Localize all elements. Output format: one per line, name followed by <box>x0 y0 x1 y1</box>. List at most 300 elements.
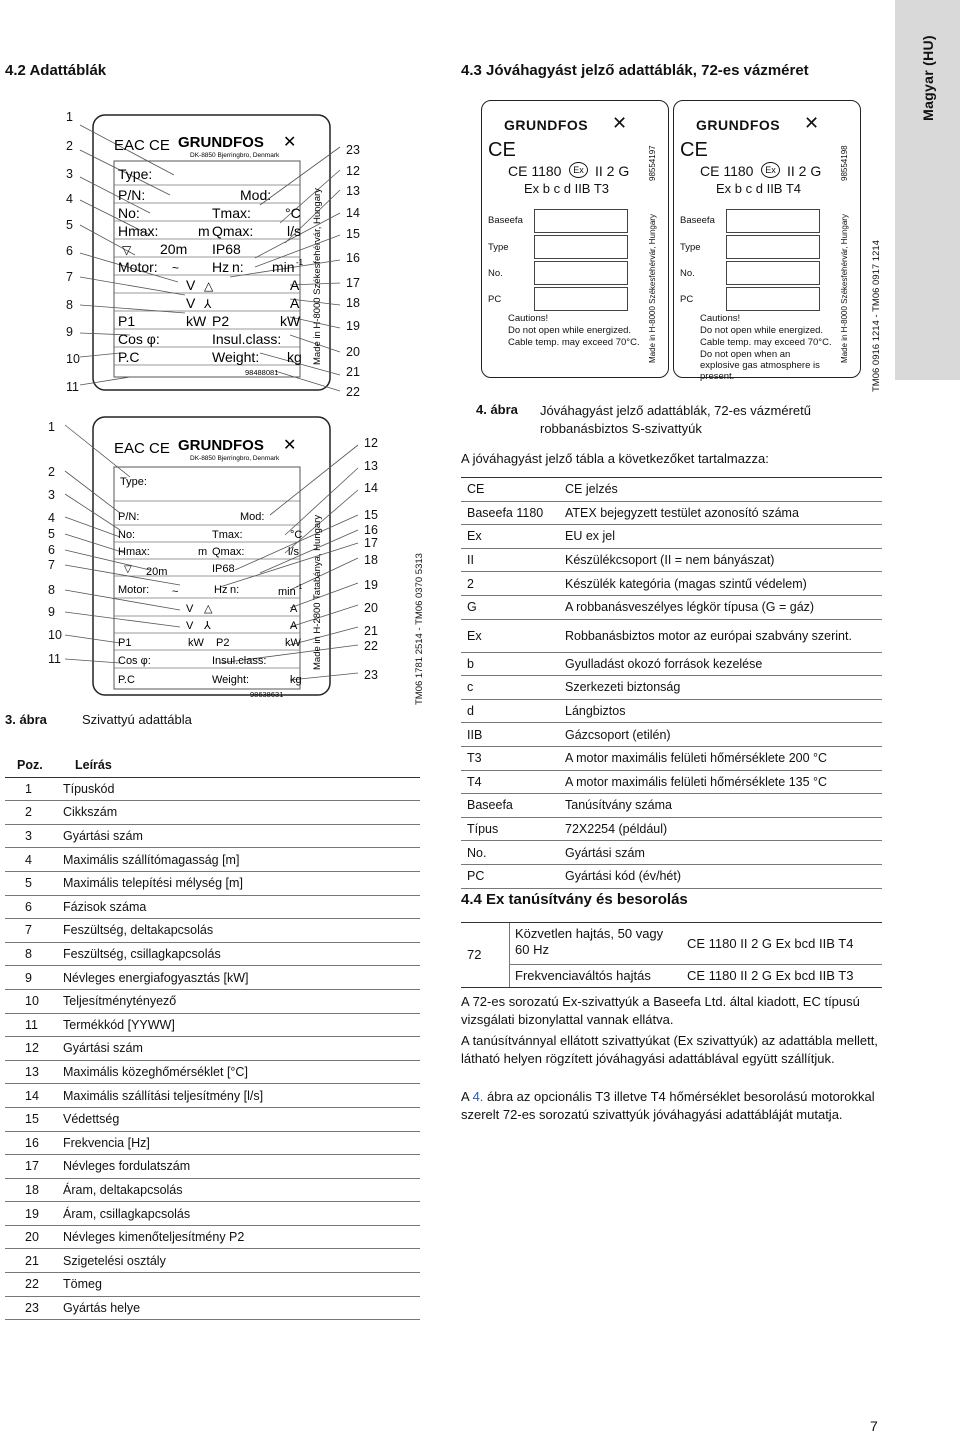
legend-pos: 20 <box>25 1230 39 1245</box>
approval-desc: CE jelzés <box>565 482 618 497</box>
legend-pos: 2 <box>25 805 32 820</box>
depth-icon: ▽ <box>124 564 132 575</box>
approval-desc: EU ex jel <box>565 529 616 544</box>
ex-type: Type <box>488 242 509 253</box>
svg-text:Mod:: Mod: <box>240 511 265 523</box>
svg-text:Qmax:: Qmax: <box>212 546 245 558</box>
plate1-right-number: 16 <box>346 251 360 265</box>
made-in: Made in H-8000 Székesfehérvár, Hungary <box>312 188 323 365</box>
approval-row <box>461 525 882 549</box>
svg-text:IP68: IP68 <box>212 563 235 575</box>
legend-pos: 23 <box>25 1300 39 1315</box>
legend-pos: 15 <box>25 1112 39 1127</box>
plate1-right-number: 13 <box>346 184 360 198</box>
plate1-left-number: 4 <box>66 192 73 206</box>
fig3-label: 3. ábra <box>5 712 47 727</box>
legend-desc: Névleges kimenőteljesítmény P2 <box>63 1230 245 1245</box>
plate2-right-number: 12 <box>364 436 378 450</box>
approval-desc: A motor maximális felületi hőmérséklete 200 °C <box>565 751 828 766</box>
field-p2: P2 <box>212 313 230 329</box>
approval-code: Típus <box>467 822 499 837</box>
plate2-right-number: 16 <box>364 523 378 537</box>
svg-text:V: V <box>186 620 194 632</box>
plate2-right-number: 14 <box>364 481 378 495</box>
approval-desc: Gyulladást okozó források kezelése <box>565 656 763 671</box>
ex-baseefa: Baseefa <box>488 215 523 226</box>
ce-mark: C​E <box>680 139 708 161</box>
legend-desc: Maximális közeghőmérséklet [°C] <box>63 1065 248 1080</box>
plate2-right-number: 20 <box>364 601 378 615</box>
approval-code: b <box>467 656 474 671</box>
field-a-star: A <box>290 295 300 311</box>
approval-desc: 72X2254 (például) <box>565 822 668 837</box>
pump-plate-1 <box>0 95 400 415</box>
plate1-right-number: 18 <box>346 296 360 310</box>
legend-row <box>5 966 420 990</box>
approval-desc: Gyártási kód (év/hét) <box>565 869 682 884</box>
plate1-right-number: 19 <box>346 319 360 333</box>
ex-pc: PC <box>488 294 502 305</box>
legend-desc: Áram, csillagkapcsolás <box>63 1206 191 1221</box>
legend-pos: 1 <box>25 781 32 796</box>
legend-pos: 8 <box>25 947 32 962</box>
field-minus1: -1 <box>296 258 304 267</box>
ex-caution-1: Do not open while energized. <box>508 325 632 336</box>
ex-hexagon-icon: Ex <box>761 162 780 178</box>
legend-row <box>5 1155 420 1179</box>
plate1-left-number: 7 <box>66 270 73 284</box>
svg-text:No:: No: <box>118 529 136 541</box>
language-label: Magyar (HU) <box>919 35 936 121</box>
plate1-right-number: 20 <box>346 345 360 359</box>
approval-row <box>461 747 882 771</box>
svg-text:V: V <box>186 603 194 615</box>
approval-desc: Robbanásbiztos motor az európai szabvány szerint. <box>565 628 852 643</box>
approval-desc: Gyártási szám <box>565 845 645 860</box>
legend-row <box>5 896 420 920</box>
legend-desc: Feszültség, deltakapcsolás <box>63 923 214 938</box>
plate1-right-number: 21 <box>346 365 360 379</box>
approval-code: T4 <box>467 774 482 789</box>
plate2-left-number: 9 <box>48 605 55 619</box>
plate1-left-number: 3 <box>66 167 73 181</box>
fig3-caption: Szivattyú adattábla <box>82 712 192 727</box>
svg-text:kW: kW <box>285 637 301 649</box>
svg-text:n:: n: <box>230 584 240 596</box>
approval-row <box>461 700 882 724</box>
brand-2: GRUNDFOS <box>178 437 264 454</box>
plate2-right-number: 13 <box>364 459 378 473</box>
approval-code: 2 <box>467 576 474 591</box>
legend-row <box>5 1179 420 1203</box>
approval-row <box>461 865 882 889</box>
ex-cautions: Cautions! <box>508 313 549 324</box>
plate2-left-number: 2 <box>48 465 55 479</box>
approval-desc: Készülékcsoport (II = nem bányászat) <box>565 553 775 568</box>
approval-desc: ATEX bejegyzett testület azonosító száma <box>565 505 799 520</box>
field-no: No: <box>118 205 140 221</box>
address: DK-8850 Bjerringbro, Denmark <box>190 152 280 159</box>
legend-desc: Maximális telepítési mélység [m] <box>63 876 243 891</box>
plate2-right-number: 18 <box>364 553 378 567</box>
legend-row <box>5 990 420 1014</box>
approval-code: Baseefa <box>467 798 513 813</box>
plate1-left-number: 11 <box>66 380 79 394</box>
approval-row <box>461 572 882 596</box>
field-motor: Motor: <box>118 259 158 275</box>
plate1-left-number: 8 <box>66 298 73 312</box>
approval-code: Baseefa 1180 <box>467 505 544 520</box>
ex-code: 98554198 <box>840 145 849 181</box>
ex-ce: CE 1180 <box>700 163 754 179</box>
svg-text:Hmax:: Hmax: <box>118 546 150 558</box>
svg-text:EAC CE: EAC CE <box>114 440 170 457</box>
ce-mark: C​E <box>488 139 516 161</box>
legend-pos: 10 <box>25 994 39 1009</box>
ex-brand: GRUNDFOS <box>696 117 781 133</box>
paragraph-3: A 4. ábra az opcionális T3 illetve T4 hőmérséklet besorolású motorokkal szerelt 72-es sorozatú szivattyúk jóváhagyási adattábláját mutatja. <box>461 1089 875 1122</box>
plate1-left-number: 5 <box>66 218 73 232</box>
legend-pos: 3 <box>25 829 32 844</box>
fig4-tm: TM06 0916 1214 - TM06 0917 1214 <box>871 240 882 392</box>
plate2-right-number: 15 <box>364 508 378 522</box>
field-n: n: <box>232 259 244 275</box>
svg-text:Motor:: Motor: <box>118 584 150 596</box>
approval-code: CE <box>467 482 485 497</box>
svg-text:P2: P2 <box>216 637 230 649</box>
legend-pos: 6 <box>25 899 32 914</box>
ex-made: Made in H-8000 Székesfehérvár, Hungary <box>840 214 849 363</box>
brand: GRUNDFOS <box>178 134 264 151</box>
ex-prot: Ex b c d IIB T4 <box>716 181 802 196</box>
approval-desc: Tanúsítvány száma <box>565 798 672 813</box>
legend-row <box>5 1108 420 1132</box>
plate1-left-number: 2 <box>66 139 73 153</box>
field-hmax: Hmax: <box>118 223 159 239</box>
legend-desc: Gyártási szám <box>63 1041 143 1056</box>
field-type: Type: <box>118 166 153 182</box>
approval-row <box>461 794 882 818</box>
approval-row <box>461 771 882 795</box>
plate-code: 98488081 <box>245 368 279 377</box>
plate1-left-number: 1 <box>66 110 73 124</box>
legend-table: Poz. Leírás 1 Típuskód 2 Cikkszám 3 Gyártási szám 4 Maximális szállítómagasság [m] 5 Maximális telepítési mélység [m] 6 Fázisok száma 7 Feszültség, deltakapcsolás 8 Feszültség, csillagkapcsolás 9 Névleges energiafogyasztás [kW] 10 Teljesítménytényező 11 Termékkód [YYWW] 12 Gyártási szám 13 Maximális közeghőmérséklet [°C] 14 Maximális szállítási teljesítmény [l/s] 15 Védettség 16 Frekvencia [Hz] 17 Névleges fordulatszám 18 Áram, deltakapcsolás 19 Áram, csillagkapcsolás 20 Névleges kimenőteljesítmény P2 21 Szigetelési osztály 22 Tömeg 23 Gyártás helye <box>5 754 420 1320</box>
plate2-right-number: 23 <box>364 668 378 682</box>
delta-icon: △ <box>204 279 214 293</box>
ex-r1c2: CE 1180 II 2 G Ex bcd IIB T4 <box>687 936 854 951</box>
plate2-left-number: 6 <box>48 543 55 557</box>
svg-text:Hz: Hz <box>214 584 228 596</box>
approval-desc: Szerkezeti biztonság <box>565 680 681 695</box>
svg-text:kW: kW <box>188 637 204 649</box>
field-insul: Insul.class: <box>212 331 282 347</box>
legend-desc: Frekvencia [Hz] <box>63 1135 150 1150</box>
ex-group: II 2 G <box>787 163 822 179</box>
ex-caution-2: Cable temp. may exceed 70°C. <box>508 337 640 348</box>
section-4-3-title: 4.3 Jóváhagyást jelző adattáblák, 72-es vázméret <box>461 62 809 79</box>
legend-row <box>5 848 420 872</box>
plate2-left-number: 1 <box>48 420 55 434</box>
depth-icon: ▽ <box>122 243 132 257</box>
ex-caution-1: Do not open while energized. <box>700 325 824 336</box>
section-4-2-title: 4.2 Adattáblák <box>5 62 107 79</box>
approval-row <box>461 723 882 747</box>
svg-text:l/s: l/s <box>288 546 299 558</box>
legend-row <box>5 1037 420 1061</box>
approval-table <box>461 477 882 889</box>
field-mod: Mod: <box>240 187 272 203</box>
svg-text:98638631: 98638631 <box>250 690 284 699</box>
legend-row <box>5 1061 420 1085</box>
svg-text:°C: °C <box>290 529 303 541</box>
ex-prot: Ex b c d IIB T3 <box>524 181 610 196</box>
svg-text:Weight:: Weight: <box>212 674 250 686</box>
plate1-right-number: 12 <box>346 164 360 178</box>
svg-text:m: m <box>198 546 208 558</box>
grundfos-logo-icon: ✕ <box>612 113 628 133</box>
plate2-left-number: 11 <box>48 652 61 666</box>
legend-desc: Termékkód [YYWW] <box>63 1017 175 1032</box>
ex-cautions: Cautions! <box>700 313 741 324</box>
plate2-right-number: 22 <box>364 639 378 653</box>
page-number: 7 <box>870 1418 878 1434</box>
ex-baseefa: Baseefa <box>680 215 715 226</box>
plate2-left-number: 4 <box>48 511 55 525</box>
legend-desc: Cikkszám <box>63 805 118 820</box>
approval-code: d <box>467 704 474 719</box>
svg-text:A: A <box>290 603 298 615</box>
field-tmax: Tmax: <box>212 205 251 221</box>
plate2-left-number: 7 <box>48 558 55 572</box>
approval-code: II <box>467 553 474 568</box>
legend-desc: Gyártási szám <box>63 829 143 844</box>
grundfos-logo-icon: ✕ <box>283 437 297 454</box>
legend-pos: 17 <box>25 1159 39 1174</box>
ex-caution-3: Do not open when an explosive gas atmosphere is present. <box>700 349 820 382</box>
legend-pos: 4 <box>25 852 32 867</box>
legend-desc: Gyártás helye <box>63 1300 141 1315</box>
field-pc: P.C <box>118 349 140 365</box>
svg-text:-1: -1 <box>296 584 303 591</box>
grundfos-logo-icon: ✕ <box>283 132 297 151</box>
approval-code: Ex <box>467 628 482 643</box>
paragraph-2: A tanúsítvánnyal ellátott szivattyúkat (Ex szivattyúk) az adattábla mellett, látható helyen rögzített jóváhagyási adattáblával együtt szállítjuk. <box>461 1033 878 1066</box>
approval-row <box>461 653 882 677</box>
language-tab <box>895 0 960 380</box>
ex-type: Type <box>680 242 701 253</box>
field-kg: kg <box>287 349 302 365</box>
paragraph-1: A 72-es sorozatú Ex-szivattyúk a Baseefa Ltd. által kiadott, EC típusú vizsgálati bizonylattal vannak ellátva. <box>461 994 860 1027</box>
legend-desc: Névleges energiafogyasztás [kW] <box>63 970 249 985</box>
ex-code: 98554197 <box>648 145 657 181</box>
plate2-left-number: 8 <box>48 583 55 597</box>
star-icon: ⅄ <box>204 297 212 311</box>
plate2-right-number: 19 <box>364 578 378 592</box>
legend-desc: Típuskód <box>63 781 115 796</box>
ex-hexagon-icon: Ex <box>569 162 588 178</box>
ex-table <box>461 922 882 988</box>
approval-row <box>461 676 882 700</box>
legend-pos: 11 <box>25 1017 38 1032</box>
legend-desc: Maximális szállítómagasság [m] <box>63 852 240 867</box>
plate1-left-number: 10 <box>66 352 80 366</box>
legend-desc: Áram, deltakapcsolás <box>63 1182 183 1197</box>
plate2-left-number: 3 <box>48 488 55 502</box>
field-a-delta: A <box>290 277 300 293</box>
legend-row <box>5 1249 420 1273</box>
approval-row <box>461 620 882 653</box>
plate1-right-number: 14 <box>346 206 360 220</box>
ex-plate-1 <box>481 100 669 378</box>
fig4-label: 4. ábra <box>476 402 518 417</box>
plate1-right-number: 22 <box>346 385 360 399</box>
legend-desc: Védettség <box>63 1112 120 1127</box>
plate1-right-number: 15 <box>346 227 360 241</box>
legend-row <box>5 1202 420 1226</box>
field-qmax: Qmax: <box>212 223 254 239</box>
svg-text:kg: kg <box>290 674 302 686</box>
field-ls: l/s <box>287 223 301 239</box>
ex-caution-2: Cable temp. may exceed 70°C. <box>700 337 832 348</box>
ex-r2c1: Frekvenciaváltós hajtás <box>515 968 651 983</box>
plate2-right-number: 17 <box>364 536 378 550</box>
legend-pos: 22 <box>25 1277 39 1292</box>
legend-desc: Fázisok száma <box>63 899 147 914</box>
svg-text:Cos φ:: Cos φ: <box>118 655 151 667</box>
approval-code: Ex <box>467 529 482 544</box>
ex-size: 72 <box>467 947 482 962</box>
ex-r1c1: Közvetlen hajtás, 50 vagy 60 Hz <box>515 926 664 957</box>
plate2-right-number: 21 <box>364 624 378 638</box>
section-4-4-title: 4.4 Ex tanúsítvány és besorolás <box>461 891 688 908</box>
legend-desc: Névleges fordulatszám <box>63 1159 191 1174</box>
approval-code: G <box>467 600 477 615</box>
plate1-left-number: 6 <box>66 244 73 258</box>
legend-pos: 21 <box>25 1253 39 1268</box>
address-2: DK-8850 Bjerringbro, Denmark <box>190 455 280 462</box>
field-tilde: ~ <box>172 261 180 275</box>
svg-text:Tmax:: Tmax: <box>212 529 243 541</box>
svg-text:min: min <box>278 586 296 598</box>
delta-icon: △ <box>204 603 213 615</box>
field-p1: P1 <box>118 313 136 329</box>
approval-row <box>461 502 882 526</box>
field-min: min <box>272 259 295 275</box>
ex-pc: PC <box>680 294 694 305</box>
approval-code: IIB <box>467 727 483 742</box>
field-m: m <box>198 223 210 239</box>
legend-row <box>5 872 420 896</box>
legend-desc: Szigetelési osztály <box>63 1253 166 1268</box>
svg-text:Made in H-2800 Tatabánya, Hung: Made in H-2800 Tatabánya, Hungary <box>312 514 323 670</box>
field-hz: Hz <box>212 259 230 275</box>
legend-pos: 14 <box>25 1088 39 1103</box>
intro-4-3: A jóváhagyást jelző tábla a következőket tartalmazza: <box>461 451 769 466</box>
legend-row <box>5 801 420 825</box>
legend-row <box>5 919 420 943</box>
legend-desc: Teljesítménytényező <box>63 994 177 1009</box>
ex-r2c2: CE 1180 II 2 G Ex bcd IIB T3 <box>687 968 854 983</box>
field-kw2: kW <box>280 313 301 329</box>
plate1-right-number: 23 <box>346 143 360 157</box>
svg-text:P1: P1 <box>118 637 132 649</box>
field-depth: 20m <box>160 241 188 257</box>
approval-desc: A robbanásveszélyes légkör típusa (G = gáz) <box>565 600 815 615</box>
approval-desc: A motor maximális felületi hőmérséklete 135 °C <box>565 774 828 789</box>
legend-row <box>5 1297 420 1321</box>
ex-ce: CE 1180 <box>508 163 562 179</box>
legend-pos: 12 <box>25 1041 39 1056</box>
plate2-left-number: 10 <box>48 628 62 642</box>
ex-group: II 2 G <box>595 163 630 179</box>
svg-text:A: A <box>290 620 298 632</box>
field-v-star: V <box>186 295 196 311</box>
figure-link[interactable]: 4. <box>472 1089 484 1104</box>
approval-row <box>461 841 882 865</box>
legend-row <box>5 1226 420 1250</box>
approval-row <box>461 596 882 620</box>
legend-row <box>5 778 420 802</box>
approval-code: PC <box>467 869 485 884</box>
legend-desc: Tömeg <box>63 1277 102 1292</box>
legend-pos: 16 <box>25 1135 39 1150</box>
legend-row <box>5 1014 420 1038</box>
legend-row <box>5 1273 420 1297</box>
svg-text:Type:: Type: <box>120 476 147 488</box>
legend-pos: 5 <box>25 876 32 891</box>
field-v-delta: V <box>186 277 196 293</box>
legend-row <box>5 943 420 967</box>
legend-desc: Maximális szállítási teljesítmény [l/s] <box>63 1088 264 1103</box>
field-cos: Cos φ: <box>118 331 160 347</box>
legend-row <box>5 1084 420 1108</box>
star-icon: ⅄ <box>204 620 211 632</box>
ex-brand: GRUNDFOS <box>504 117 589 133</box>
legend-pos: 13 <box>25 1065 39 1080</box>
ex-no: No. <box>680 268 695 279</box>
field-weight: Weight: <box>212 349 260 365</box>
approval-row <box>461 478 882 502</box>
svg-text:P.C: P.C <box>118 674 135 686</box>
ex-plate-2 <box>673 100 861 382</box>
approval-row <box>461 818 882 842</box>
plate2-left-number: 5 <box>48 527 55 541</box>
approval-row <box>461 549 882 573</box>
approval-desc: Lángbiztos <box>565 704 626 719</box>
field-ip: IP68 <box>212 241 241 257</box>
plate1-right-number: 17 <box>346 276 360 290</box>
plate1-left-number: 9 <box>66 325 73 339</box>
svg-text:20m: 20m <box>146 566 168 578</box>
grundfos-logo-icon: ✕ <box>804 113 820 133</box>
legend-row <box>5 825 420 849</box>
svg-text:~: ~ <box>172 586 179 598</box>
legend-pos: 18 <box>25 1182 39 1197</box>
fig4-caption: Jóváhagyást jelző adattáblák, 72-es vázméretű robbanásbiztos S-szivattyúk <box>540 403 811 436</box>
legend-pos: 19 <box>25 1206 39 1221</box>
field-degc: °C <box>285 205 301 221</box>
ex-no: No. <box>488 268 503 279</box>
fig3-tm: TM06 1781 2514 - TM06 0370 5313 <box>414 553 425 705</box>
legend-row <box>5 1132 420 1156</box>
legend-pos: 9 <box>25 970 32 985</box>
approval-desc: Készülék kategória (magas szintű védelem) <box>565 576 807 591</box>
approval-code: c <box>467 680 474 695</box>
field-kw1: kW <box>186 313 207 329</box>
field-pn: P/N: <box>118 187 146 203</box>
legend-pos: 7 <box>25 923 32 938</box>
legend-desc: Feszültség, csillagkapcsolás <box>63 947 221 962</box>
